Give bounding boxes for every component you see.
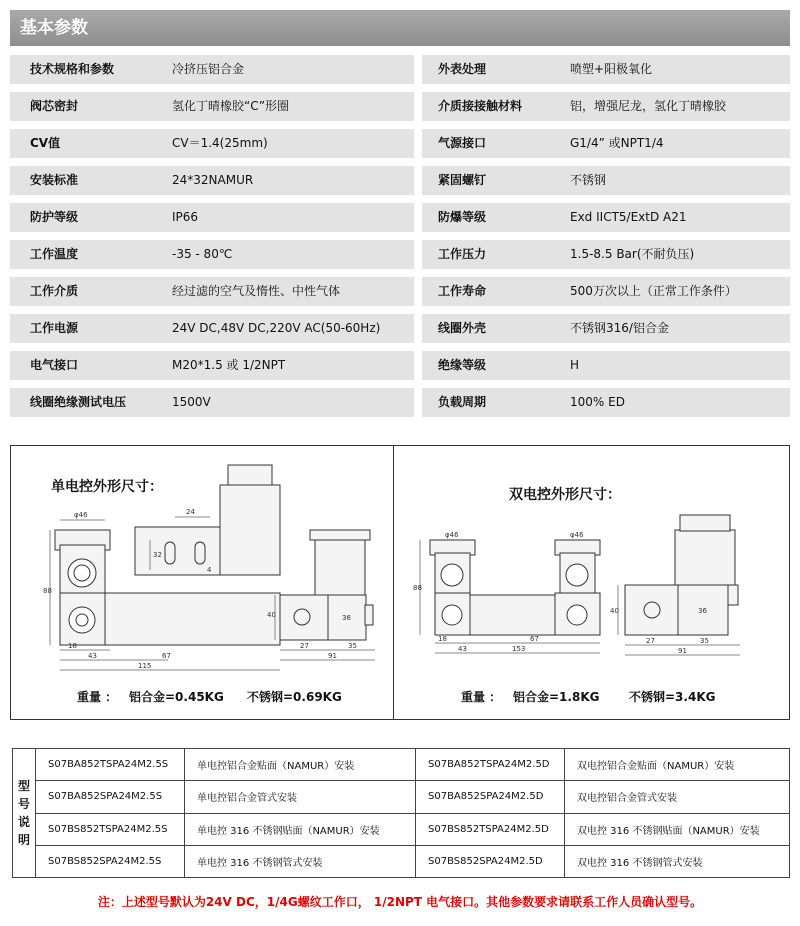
single-weight-label: 重量 ： xyxy=(77,690,118,704)
svg-text:40: 40 xyxy=(266,610,276,619)
spec-cell-left xyxy=(10,277,414,306)
spec-value: CV＝1.4(25mm) xyxy=(172,136,268,150)
double-side-view xyxy=(618,515,740,655)
spec-key: 紧固螺钉 xyxy=(438,173,487,187)
svg-text:24: 24 xyxy=(185,507,195,516)
model-desc: 单电控 316 不锈钢管式安装 xyxy=(185,845,416,877)
spec-cell-left xyxy=(10,240,414,269)
spec-value: Exd IICT5/ExtD A21 xyxy=(570,210,687,224)
svg-text:18: 18 xyxy=(67,641,77,650)
spec-key: 电气接口 xyxy=(30,358,79,372)
spec-cell-right xyxy=(422,314,790,343)
svg-text:43: 43 xyxy=(457,644,467,653)
spec-row xyxy=(10,129,790,158)
svg-text:153: 153 xyxy=(511,644,525,653)
spec-cell-left xyxy=(10,166,414,195)
svg-text:35: 35 xyxy=(699,636,709,645)
spec-value: 500万次以上（正常工作条件） xyxy=(570,284,737,298)
svg-text:67: 67 xyxy=(529,634,539,643)
model-desc: 双电控铝合金贴面（NAMUR）安装 xyxy=(565,749,790,781)
table-row xyxy=(13,845,790,877)
double-front-view xyxy=(420,540,600,653)
spec-row xyxy=(10,55,790,84)
spec-cell-right xyxy=(422,55,790,84)
model-code: S07BA852SPA24M2.5S xyxy=(36,781,185,813)
dimension-drawing-svg xyxy=(10,445,790,720)
spec-cell-right xyxy=(422,351,790,380)
spec-key: 工作温度 xyxy=(30,247,79,261)
svg-text:40: 40 xyxy=(609,606,619,615)
single-body-view xyxy=(105,465,280,645)
svg-text:φ46: φ46 xyxy=(569,530,584,539)
spec-key: 介质接接触材料 xyxy=(438,99,523,113)
spec-value: 不锈钢 xyxy=(570,173,607,187)
svg-text:88: 88 xyxy=(412,583,422,592)
spec-key: 安装标准 xyxy=(30,173,79,187)
spec-value: G1/4” 或NPT1/4 xyxy=(570,136,664,150)
spec-cell-right xyxy=(422,166,790,195)
spec-cell-right xyxy=(422,203,790,232)
svg-text:32: 32 xyxy=(152,550,162,559)
spec-cell-left xyxy=(10,351,414,380)
spec-key: 阀芯密封 xyxy=(30,99,79,113)
double-weight-label: 重量 ： xyxy=(461,690,502,704)
spec-value: 冷挤压铝合金 xyxy=(172,62,245,76)
spec-key: CV值 xyxy=(30,136,61,150)
spec-value: M20*1.5 或 1/2NPT xyxy=(172,358,286,372)
footnote: 注：上述型号默认为24V DC，1/4G螺纹工作口， 1/2NPT 电气接口。其他参数要求请联系工作人员确认型号。 xyxy=(97,895,703,909)
spec-cell-left xyxy=(10,203,414,232)
svg-text:88: 88 xyxy=(42,586,52,595)
spec-cell-right xyxy=(422,92,790,121)
svg-text:4: 4 xyxy=(206,565,211,574)
svg-text:91: 91 xyxy=(677,646,687,655)
spec-value: 1.5-8.5 Bar(不耐负压) xyxy=(570,247,695,261)
spec-row xyxy=(10,351,790,380)
model-desc: 双电控 316 不锈钢管式安装 xyxy=(565,845,790,877)
spec-key: 工作电源 xyxy=(30,321,79,335)
spec-value: 1500V xyxy=(172,395,211,409)
spec-value: 24V DC,48V DC,220V AC(50-60Hz) xyxy=(172,321,381,335)
svg-text:115: 115 xyxy=(137,661,151,670)
spec-key: 工作寿命 xyxy=(438,284,487,298)
spec-cell-left xyxy=(10,314,414,343)
spec-value: 100% ED xyxy=(570,395,625,409)
single-weight-ss: 不锈钢=0.69KG xyxy=(247,690,342,704)
spec-key: 外表处理 xyxy=(438,62,487,76)
spec-key: 线圈外壳 xyxy=(438,321,487,335)
spec-key: 防护等级 xyxy=(30,210,79,224)
spec-key: 负载周期 xyxy=(438,395,487,409)
model-label-char: 型 xyxy=(17,779,30,793)
svg-text:36: 36 xyxy=(697,606,707,615)
spec-value: 不锈钢316/铝合金 xyxy=(570,321,669,335)
spec-cell-right xyxy=(422,388,790,417)
spec-row xyxy=(10,166,790,195)
spec-value: 氢化丁晴橡胶“C”形圈 xyxy=(172,99,290,113)
spec-value: 喷塑+阳极氧化 xyxy=(570,62,653,76)
model-label-char: 说 xyxy=(17,815,30,829)
table-row xyxy=(13,813,790,845)
spec-key: 防爆等级 xyxy=(438,210,487,224)
single-weight-alu: 铝合金=0.45KG xyxy=(129,690,224,704)
spec-cell-left xyxy=(10,92,414,121)
spec-key: 工作压力 xyxy=(438,247,487,261)
single-drawing-title: 单电控外形尺寸： xyxy=(51,479,163,495)
spec-cell-right xyxy=(422,240,790,269)
model-code: S07BA852TSPA24M2.5S xyxy=(36,749,185,781)
double-drawing-title: 双电控外形尺寸： xyxy=(509,487,621,503)
svg-text:43: 43 xyxy=(87,651,97,660)
model-code: S07BA852SPA24M2.5D xyxy=(416,781,565,813)
svg-text:φ46: φ46 xyxy=(444,530,459,539)
spec-key: 工作介质 xyxy=(30,284,79,298)
spec-key: 气源接口 xyxy=(438,136,487,150)
svg-text:67: 67 xyxy=(161,651,171,660)
spec-cell-left xyxy=(10,388,414,417)
table-row xyxy=(13,749,790,781)
spec-row xyxy=(10,203,790,232)
spec-value: IP66 xyxy=(172,210,199,224)
dimension-drawings xyxy=(10,445,790,720)
model-code: S07BS852SPA24M2.5D xyxy=(416,845,565,877)
model-desc: 单电控 316 不锈钢贴面（NAMUR）安装 xyxy=(185,813,416,845)
svg-text:27: 27 xyxy=(645,636,655,645)
spec-cell-left xyxy=(10,55,414,84)
spec-value: H xyxy=(570,358,580,372)
svg-text:27: 27 xyxy=(299,641,309,650)
model-label-char: 号 xyxy=(17,797,30,811)
double-weight-ss: 不锈钢=3.4KG xyxy=(629,690,716,704)
double-weight-alu: 铝合金=1.8KG xyxy=(513,690,600,704)
model-desc: 单电控铝合金贴面（NAMUR）安装 xyxy=(185,749,416,781)
svg-text:91: 91 xyxy=(327,651,337,660)
model-code: S07BS852TSPA24M2.5S xyxy=(36,813,185,845)
section-title: 基本参数 xyxy=(10,10,790,46)
spec-key: 技术规格和参数 xyxy=(30,62,115,76)
spec-key: 绝缘等级 xyxy=(438,358,487,372)
model-desc: 单电控铝合金管式安装 xyxy=(185,781,416,813)
spec-key: 线圈绝缘测试电压 xyxy=(30,395,127,409)
svg-text:36: 36 xyxy=(341,613,351,622)
spec-value: -35 - 80℃ xyxy=(172,247,233,261)
model-label-char: 明 xyxy=(17,833,30,847)
spec-cell-right xyxy=(422,277,790,306)
model-code: S07BS852TSPA24M2.5D xyxy=(416,813,565,845)
spec-cell-left xyxy=(10,129,414,158)
spec-value: 经过滤的空气及惰性、中性气体 xyxy=(172,284,341,298)
spec-row xyxy=(10,277,790,306)
model-desc: 双电控 316 不锈钢贴面（NAMUR）安装 xyxy=(565,813,790,845)
model-code: S07BS852SPA24M2.5S xyxy=(36,845,185,877)
svg-text:18: 18 xyxy=(437,634,447,643)
spec-value: 铝，增强尼龙，氢化丁晴橡胶 xyxy=(570,99,727,113)
table-row xyxy=(13,781,790,813)
model-desc: 双电控铝合金管式安装 xyxy=(565,781,790,813)
spec-table xyxy=(10,55,790,425)
spec-row xyxy=(10,388,790,417)
single-side-view xyxy=(275,530,375,660)
svg-text:φ46: φ46 xyxy=(73,510,88,519)
spec-row xyxy=(10,314,790,343)
spec-cell-right xyxy=(422,129,790,158)
svg-text:35: 35 xyxy=(347,641,357,650)
model-label xyxy=(13,749,36,878)
spec-value: 24*32NAMUR xyxy=(172,173,254,187)
model-code: S07BA852TSPA24M2.5D xyxy=(416,749,565,781)
spec-row xyxy=(10,240,790,269)
spec-row xyxy=(10,92,790,121)
model-table xyxy=(12,748,790,878)
